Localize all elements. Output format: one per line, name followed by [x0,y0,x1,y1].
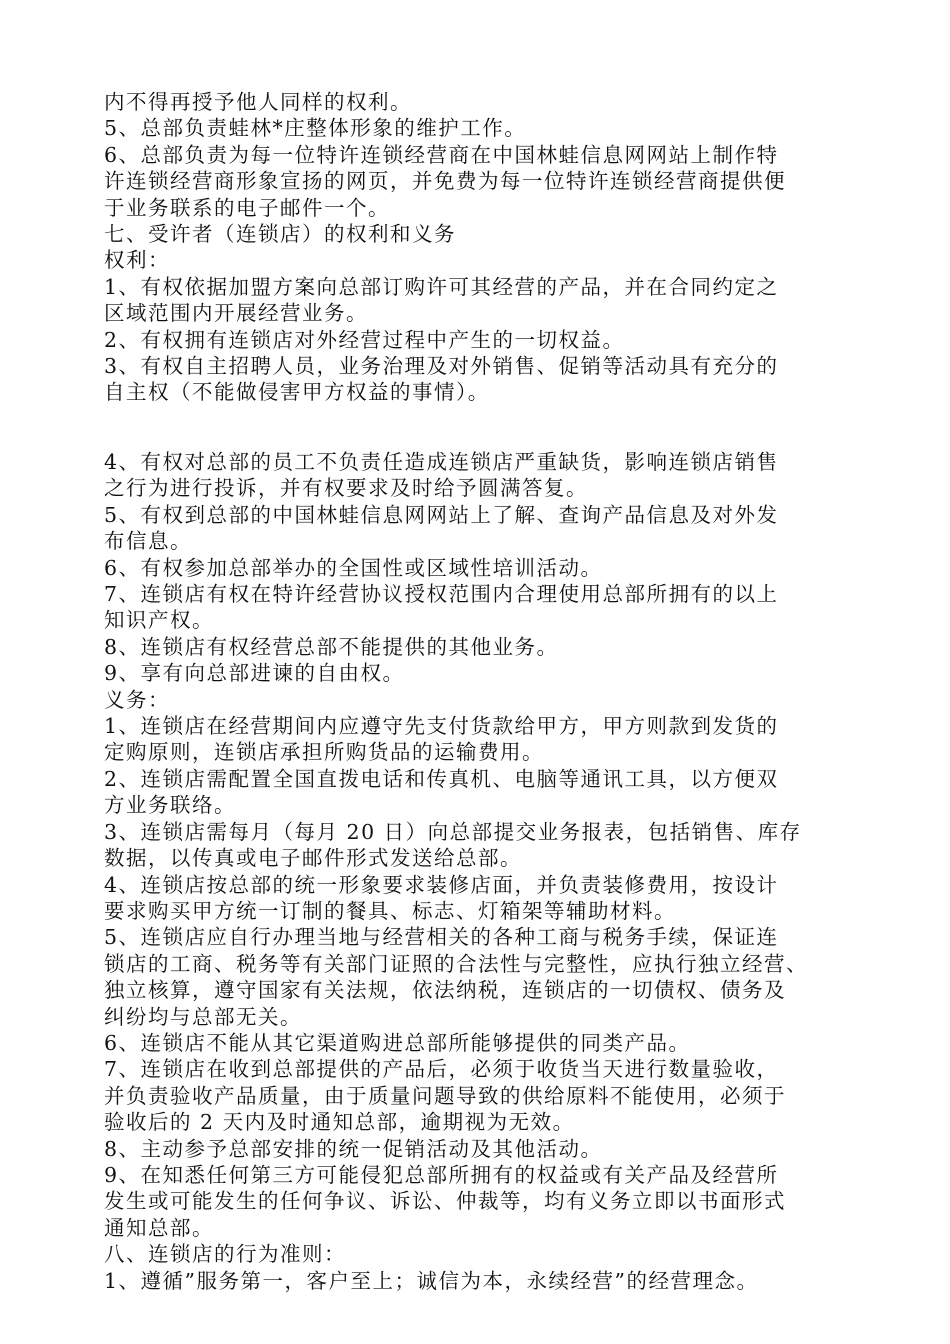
text-line: 权利： [104,248,170,273]
text-line: 七、受许者（连锁店）的权利和义务 [104,222,456,247]
text-line: 1、有权依据加盟方案向总部订购许可其经营的产品，并在合同约定之 [104,274,779,299]
text-line: 1、连锁店在经营期间内应遵守先支付货款给甲方，甲方则款到发货的 [104,714,779,739]
text-line: 布信息。 [104,529,192,554]
text-line: 1、遵循”服务第一，客户至上；诚信为本，永续经营”的经营理念。 [104,1268,759,1293]
text-line: 3、有权自主招聘人员，业务治理及对外销售、促销等活动具有充分的 [104,354,779,379]
text-line: 6、总部负责为每一位特许连锁经营商在中国林蛙信息网网站上制作特 [104,142,779,167]
text-line: 8、连锁店有权经营总部不能提供的其他业务。 [104,634,559,659]
text-line: 5、有权到总部的中国林蛙信息网网站上了解、查询产品信息及对外发 [104,502,779,527]
text-line: 2、有权拥有连锁店对外经营过程中产生的一切权益。 [104,327,625,352]
text-line: 验收后的 2 天内及时通知总部，逾期视为无效。 [104,1110,575,1135]
document-text-lower [104,449,864,1294]
text-line: 纠纷均与总部无关。 [104,1004,302,1029]
text-line: 6、有权参加总部举办的全国性或区域性培训活动。 [104,555,603,580]
text-line: 4、有权对总部的员工不负责任造成连锁店严重缺货，影响连锁店销售 [104,450,779,474]
text-line: 于业务联系的电子邮件一个。 [104,195,390,220]
text-line: 5、连锁店应自行办理当地与经营相关的各种工商与税务手续，保证连 [104,925,779,950]
text-line: 5、总部负责蛙林*庄整体形象的维护工作。 [104,116,527,141]
text-line: 要求购买甲方统一订制的餐具、标志、灯箱架等辅助材料。 [104,898,676,923]
text-line: 7、连锁店有权在特许经营协议授权范围内合理使用总部所拥有的以上 [104,582,779,607]
text-line: 7、连锁店在收到总部提供的产品后，必须于收货当天进行数量验收， [104,1057,779,1082]
text-line: 独立核算，遵守国家有关法规，依法纳税，连锁店的一切债权、债务及 [104,978,786,1003]
text-line: 区域范围内开展经营业务。 [104,301,368,326]
text-line: 之行为进行投诉，并有权要求及时给予圆满答复。 [104,476,588,501]
text-line: 八、连锁店的行为准则： [104,1242,346,1267]
text-line: 方业务联络。 [104,793,236,818]
text-line: 9、享有向总部进谏的自由权。 [104,661,405,686]
text-line: 2、连锁店需配置全国直拨电话和传真机、电脑等通讯工具，以方便双 [104,766,779,791]
text-line: 内不得再授予他人同样的权利。 [104,90,412,114]
text-line: 自主权（不能做侵害甲方权益的事情）。 [104,380,490,405]
text-line: 并负责验收产品质量，由于质量问题导致的供给原料不能使用，必须于 [104,1083,786,1108]
text-line: 知识产权。 [104,608,214,633]
text-line: 9、在知悉任何第三方可能侵犯总部所拥有的权益或有关产品及经营所 [104,1162,779,1187]
document-text-upper [104,89,864,406]
text-line: 通知总部。 [104,1215,214,1240]
text-line: 6、连锁店不能从其它渠道购进总部所能够提供的同类产品。 [104,1030,691,1055]
text-line: 3、连锁店需每月（每月 20 日）向总部提交业务报表，包括销售、库存 [104,819,802,844]
text-line: 定购原则，连锁店承担所购货品的运输费用。 [104,740,544,765]
text-line: 数据，以传真或电子邮件形式发送给总部。 [104,846,522,871]
text-line: 4、连锁店按总部的统一形象要求装修店面，并负责装修费用，按设计 [104,872,779,897]
text-line: 发生或可能发生的任何争议、诉讼、仲裁等，均有义务立即以书面形式 [104,1189,786,1214]
text-line: 锁店的工商、税务等有关部门证照的合法性与完整性，应执行独立经营、 [104,951,808,976]
text-line: 义务： [104,687,170,712]
text-line: 许连锁经营商形象宣扬的网页，并免费为每一位特许连锁经营商提供便 [104,169,786,194]
text-line: 8、主动参予总部安排的统一促销活动及其他活动。 [104,1136,603,1161]
